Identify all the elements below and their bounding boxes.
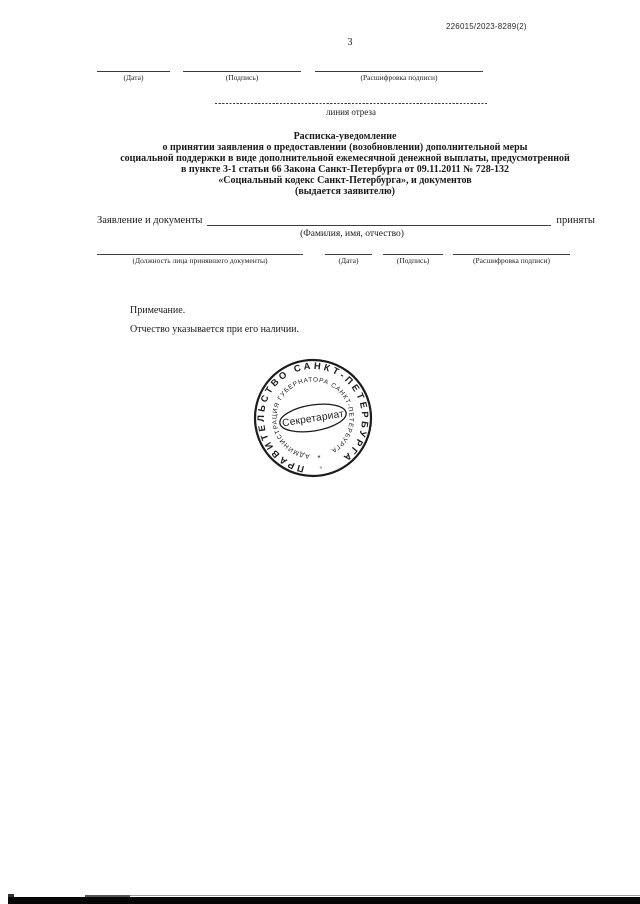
signature-line-label: (Расшифровка подписи) xyxy=(473,256,550,265)
stamp-center-text: Секретариат xyxy=(281,408,345,430)
note-text: Отчество указывается при его наличии. xyxy=(130,324,300,335)
title-line: о принятии заявления о предоставлении (возобновлении) дополнительной меры xyxy=(162,142,528,153)
title-line: (выдается заявителю) xyxy=(295,186,395,197)
official-round-stamp-icon xyxy=(236,341,390,495)
cut-dashed-line xyxy=(215,102,487,105)
statement-row xyxy=(97,214,595,227)
title-line: в пункте 3-1 статьи 66 Закона Санкт-Петербурга от 09.11.2011 № 728-132 xyxy=(180,164,510,175)
receiver-sign-field xyxy=(383,254,443,265)
note-heading: Примечание. xyxy=(130,305,186,316)
stamp-inner-separator: * xyxy=(317,453,322,463)
page-number: 3 xyxy=(347,37,353,48)
title-line: Расписка-уведомление xyxy=(293,131,397,142)
receiver-date-field xyxy=(325,254,372,265)
signature-line-label: (Подпись) xyxy=(225,73,259,82)
statement-prefix: Заявление и документы xyxy=(97,215,203,226)
stamp-inner-ring-text: АДМИНИСТРАЦИЯ ГУБЕРНАТОРА САНКТ-ПЕТЕРБУРГА xyxy=(271,376,355,460)
stamp-outer-ring-text: ПРАВИТЕЛЬСТВО САНКТ-ПЕТЕРБУРГА xyxy=(254,359,372,476)
statement-suffix: приняты xyxy=(556,215,595,226)
stamp-outer-separator: ° xyxy=(319,466,324,474)
top-signature-date-field xyxy=(97,71,170,82)
signature-line-label: (Расшифровка подписи) xyxy=(360,73,438,82)
receiver-position-field xyxy=(97,254,303,265)
cut-line-label: линия отреза xyxy=(326,107,376,117)
bottom-bar xyxy=(8,897,640,904)
page-edge-line xyxy=(85,895,640,896)
title-line: социальной поддержки в виде дополнительной ежемесячной денежной выплаты, предусмотренной xyxy=(120,153,570,164)
applicant-name-caption: (Фамилия, имя, отчество) xyxy=(300,229,404,239)
signature-line-label: (Дата) xyxy=(338,256,359,265)
signature-line-label: (Подпись) xyxy=(396,256,430,265)
title-block xyxy=(72,131,618,197)
signature-line-label: (Дата) xyxy=(123,73,144,82)
receiver-name-field xyxy=(453,254,570,265)
applicant-name-blank-field xyxy=(207,214,551,226)
top-signature-sign-field xyxy=(183,71,301,82)
title-line: «Социальный кодекс Санкт-Петербурга», и документов xyxy=(218,175,472,186)
signature-line-label: (Должность лица принявшего документы) xyxy=(132,256,268,265)
top-signature-name-field xyxy=(315,71,483,82)
document-reference-number: 226015/2023-8289(2) xyxy=(446,22,527,31)
